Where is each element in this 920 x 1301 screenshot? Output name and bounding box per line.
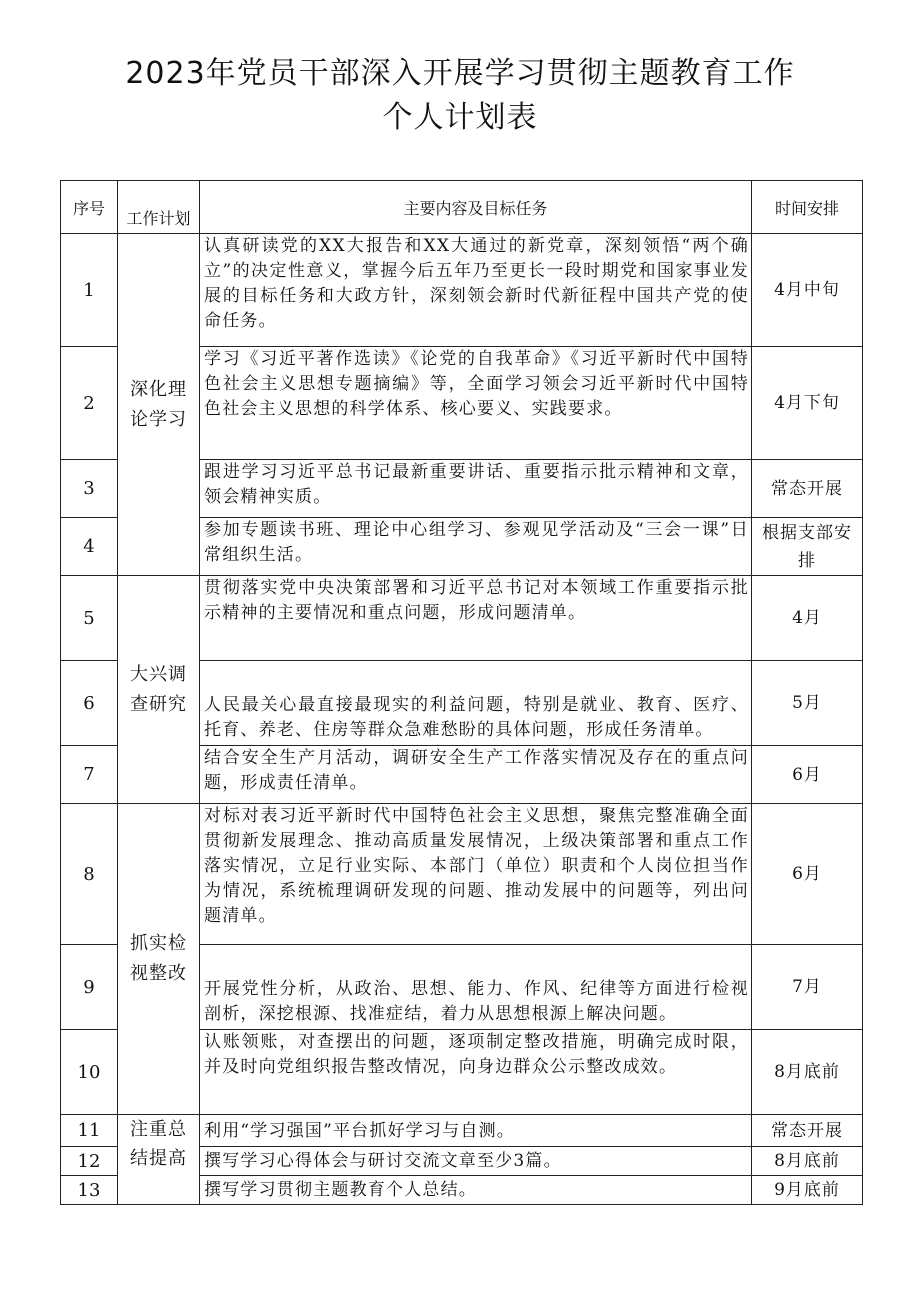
row-no: 2 (61, 347, 118, 460)
row-time: 8月底前 (752, 1147, 863, 1176)
header-plan: 工作计划 (118, 181, 200, 234)
row-time: 4月中旬 (752, 234, 863, 347)
header-content: 主要内容及目标任务 (200, 181, 752, 234)
row-no: 13 (61, 1176, 118, 1205)
row-content: 贯彻落实党中央决策部署和习近平总书记对本领域工作重要指示批示精神的主要情况和重点问题，形成问题清单。 (200, 576, 752, 661)
row-no: 4 (61, 518, 118, 576)
row-no: 3 (61, 460, 118, 518)
row-time: 4月 (752, 576, 863, 661)
row-content: 对标对表习近平新时代中国特色社会主义思想，聚焦完整准确全面贯彻新发展理念、推动高质量发展情况，上级决策部署和重点工作落实情况，立足行业实际、本部门（单位）职责和个人岗位担当作为情况，系统梳理调研发现的问题、推动发展中的问题等，列出问题清单。 (200, 804, 752, 945)
row-content: 利用“学习强国”平台抓好学习与自测。 (200, 1115, 752, 1147)
row-no: 7 (61, 746, 118, 804)
row-content: 开展党性分析，从政治、思想、能力、作风、纪律等方面进行检视剖析，深挖根源、找准症结，着力从思想根源上解决问题。 (200, 945, 752, 1030)
category-cell: 注重总结提高 (118, 1115, 200, 1205)
category-cell: 深化理论学习 (118, 234, 200, 576)
row-no: 1 (61, 234, 118, 347)
row-content: 认真研读党的XX大报告和XX大通过的新党章，深刻领悟“两个确立”的决定性意义，掌握今后五年乃至更长一段时期党和国家事业发展的目标任务和大政方针，深刻领会新时代新征程中国共产党的使命任务。 (200, 234, 752, 347)
category-cell: 抓实检视整改 (118, 804, 200, 1115)
row-no: 11 (61, 1115, 118, 1147)
row-no: 9 (61, 945, 118, 1030)
header-time: 时间安排 (752, 181, 863, 234)
row-no: 5 (61, 576, 118, 661)
table-header-row (61, 181, 863, 234)
table-row (61, 804, 863, 945)
row-time: 常态开展 (752, 1115, 863, 1147)
row-time: 8月底前 (752, 1030, 863, 1115)
category-cell: 大兴调查研究 (118, 576, 200, 804)
row-time: 4月下旬 (752, 347, 863, 460)
plan-table (60, 180, 863, 1205)
row-no: 10 (61, 1030, 118, 1115)
row-time: 根据支部安排 (752, 518, 863, 576)
row-content: 人民最关心最直接最现实的利益问题，特别是就业、教育、医疗、托育、养老、住房等群众急难愁盼的具体问题，形成任务清单。 (200, 661, 752, 746)
row-content: 参加专题读书班、理论中心组学习、参观见学活动及“三会一课”日常组织生活。 (200, 518, 752, 576)
row-time: 9月底前 (752, 1176, 863, 1205)
row-content: 认账领账，对查摆出的问题，逐项制定整改措施，明确完成时限，并及时向党组织报告整改情况，向身边群众公示整改成效。 (200, 1030, 752, 1115)
header-no: 序号 (61, 181, 118, 234)
row-content: 学习《习近平著作选读》《论党的自我革命》《习近平新时代中国特色社会主义思想专题摘编》等，全面学习领会习近平新时代中国特色社会主义思想的科学体系、核心要义、实践要求。 (200, 347, 752, 460)
row-content: 跟进学习习近平总书记最新重要讲话、重要指示批示精神和文章，领会精神实质。 (200, 460, 752, 518)
document-title-line1: 2023年党员干部深入开展学习贯彻主题教育工作 (125, 56, 795, 91)
row-time: 常态开展 (752, 460, 863, 518)
table-row (61, 576, 863, 661)
row-no: 12 (61, 1147, 118, 1176)
row-time: 6月 (752, 746, 863, 804)
document-title-line2: 个人计划表 (382, 100, 538, 135)
row-content: 结合安全生产月活动，调研安全生产工作落实情况及存在的重点问题，形成责任清单。 (200, 746, 752, 804)
row-time: 7月 (752, 945, 863, 1030)
table-row (61, 1115, 863, 1147)
row-time: 6月 (752, 804, 863, 945)
table-row (61, 234, 863, 347)
row-content: 撰写学习贯彻主题教育个人总结。 (200, 1176, 752, 1205)
row-no: 6 (61, 661, 118, 746)
row-time: 5月 (752, 661, 863, 746)
row-content: 撰写学习心得体会与研讨交流文章至少3篇。 (200, 1147, 752, 1176)
row-no: 8 (61, 804, 118, 945)
